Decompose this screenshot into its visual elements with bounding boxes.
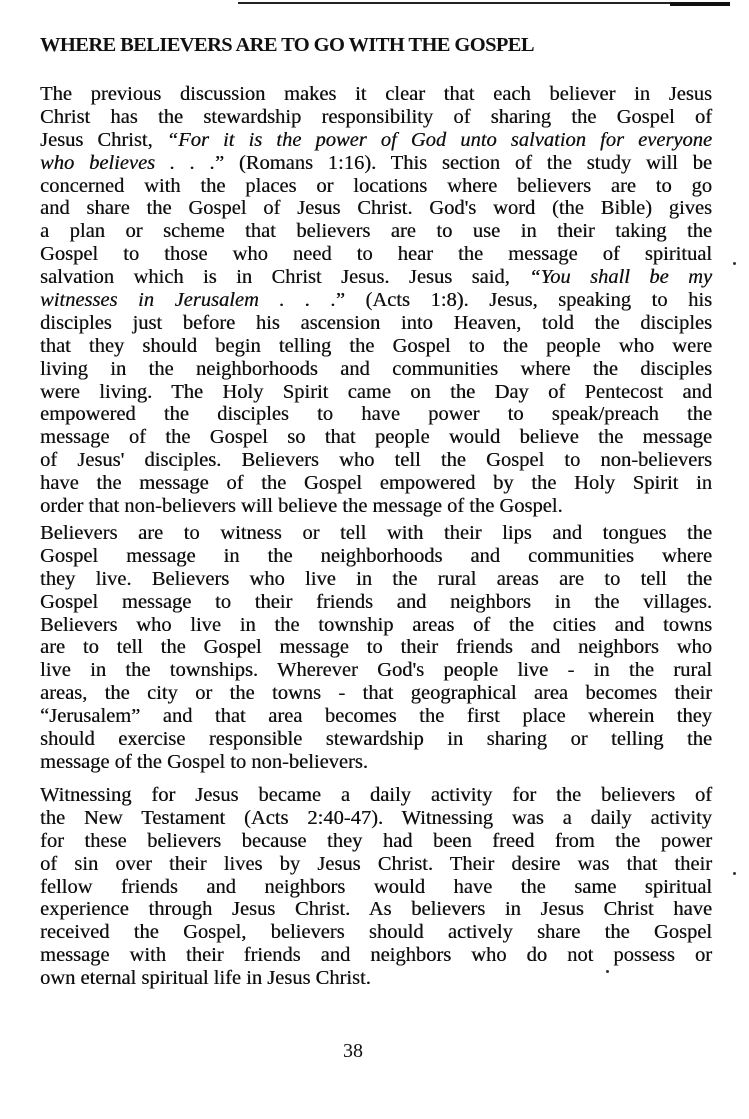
text-line	[40, 243, 712, 266]
body-text: of Jesus' disciples. Believers who tell the Gospel to non-believers	[40, 449, 712, 472]
body-text: Gospel message to their friends and neighbors in the villages.	[40, 590, 712, 613]
body-text: are to tell the Gospel message to their friends and neighbors who	[40, 636, 712, 659]
body-text: message with their friends and neighbors who do not possess or	[40, 944, 712, 967]
body-text: fellow friends and neighbors would have the same spiritual	[40, 875, 712, 898]
text-line	[40, 830, 712, 853]
text-line	[40, 449, 712, 472]
italic-quote-text: who believes . . .	[40, 151, 215, 174]
body-text: a plan or scheme that believers are to use in their taking the	[40, 220, 712, 243]
text-line	[40, 728, 712, 751]
paragraph-3	[40, 784, 712, 990]
body-text: message of the Gospel so that people would believe the message	[40, 426, 712, 449]
text-line	[40, 129, 712, 152]
scan-speck	[606, 970, 609, 973]
body-text: experience through Jesus Christ. As believers in Jesus Christ have	[40, 898, 712, 921]
body-text: should exercise responsible stewardship in sharing or telling the	[40, 728, 712, 751]
body-text: have the message of the Gospel empowered by the Holy Spirit in	[40, 472, 712, 495]
body-text: message of the Gospel to non-believers.	[40, 750, 368, 773]
body-text: Believers are to witness or tell with their lips and tongues the	[40, 522, 712, 544]
text-line	[40, 83, 712, 106]
text-line	[40, 220, 712, 243]
text-line	[40, 545, 712, 568]
text-line	[40, 659, 712, 682]
body-text: ” (Acts 1:8). Jesus, speaking to his	[335, 289, 712, 312]
body-text: disciples just before his ascension into Heaven, told the disciples	[40, 311, 712, 334]
text-line	[40, 944, 712, 967]
body-text: of sin over their lives by Jesus Christ. Their desire was that their	[40, 852, 712, 875]
text-line	[40, 175, 712, 198]
body-text: concerned with the places or locations where believers are to go	[40, 174, 712, 197]
body-text: “Jerusalem” and that area becomes the first place wherein they	[40, 705, 712, 728]
text-line	[40, 807, 712, 830]
text-line	[40, 636, 712, 659]
paragraph-1	[40, 83, 712, 518]
text-line	[40, 335, 712, 358]
body-text: The previous discussion makes it clear that each believer in Jesus	[40, 83, 712, 105]
text-line	[40, 898, 712, 921]
italic-quote-text: witnesses in Jerusalem . . .	[40, 289, 336, 312]
text-line	[40, 152, 712, 175]
text-line	[40, 705, 712, 728]
text-line	[40, 967, 712, 990]
italic-quote-text: “For it is the power of God unto salvation for everyone	[166, 128, 713, 151]
body-text: living in the neighborhoods and communities where the disciples	[40, 357, 712, 380]
scan-speck	[733, 872, 736, 875]
body-text: the New Testament (Acts 2:40-47). Witnessing was a daily activity	[40, 806, 712, 829]
body-text: Believers who live in the township areas of the cities and towns	[40, 613, 712, 636]
section-title: WHERE BELIEVERS ARE TO GO WITH THE GOSPEL	[40, 34, 534, 56]
text-line	[40, 381, 712, 404]
text-line	[40, 921, 712, 944]
body-text: live in the townships. Wherever God's people live - in the rural	[40, 659, 712, 682]
body-text: Witnessing for Jesus became a daily activity for the believers of	[40, 784, 712, 806]
text-line	[40, 522, 712, 545]
text-line	[40, 289, 712, 312]
body-text: received the Gospel, believers should actively share the Gospel	[40, 921, 712, 944]
text-line	[40, 495, 712, 518]
body-text: salvation which is in Christ Jesus. Jesus said,	[40, 266, 530, 289]
italic-quote-text: “You shall be my	[529, 266, 712, 289]
body-text: ” (Romans 1:16). This section of the study will be	[214, 151, 712, 174]
text-line	[40, 853, 712, 876]
body-text: they live. Believers who live in the rural areas are to tell the	[40, 567, 712, 590]
text-line	[40, 358, 712, 381]
paragraph-2	[40, 522, 712, 774]
body-text: for these believers because they had been freed from the power	[40, 829, 712, 852]
text-line	[40, 197, 712, 220]
text-line	[40, 472, 712, 495]
body-text: that they should begin telling the Gospel to the people who were	[40, 334, 712, 357]
text-line	[40, 682, 712, 705]
text-line	[40, 591, 712, 614]
text-line	[40, 106, 712, 129]
text-line	[40, 426, 712, 449]
body-text: and share the Gospel of Jesus Christ. God's word (the Bible) gives	[40, 197, 712, 220]
body-text: Gospel message in the neighborhoods and communities where	[40, 544, 712, 567]
text-line	[40, 312, 712, 335]
text-line	[40, 568, 712, 591]
scan-speck	[733, 262, 736, 265]
body-text: Gospel to those who need to hear the message of spiritual	[40, 243, 712, 266]
text-line	[40, 614, 712, 637]
body-text: Jesus Christ,	[40, 128, 167, 151]
text-line	[40, 784, 712, 807]
page-number: 38	[343, 1040, 363, 1062]
body-text: Christ has the stewardship responsibility of sharing the Gospel of	[40, 105, 712, 128]
text-line	[40, 266, 712, 289]
body-text: empowered the disciples to have power to speak/preach the	[40, 403, 712, 426]
top-rule	[238, 2, 730, 4]
body-text: order that non-believers will believe the message of the Gospel.	[40, 495, 563, 518]
body-text: own eternal spiritual life in Jesus Christ.	[40, 967, 371, 990]
body-text: were living. The Holy Spirit came on the Day of Pentecost and	[40, 380, 712, 403]
text-line	[40, 403, 712, 426]
body-text: areas, the city or the towns - that geographical area becomes their	[40, 682, 712, 705]
text-line	[40, 876, 712, 899]
text-line	[40, 751, 712, 774]
